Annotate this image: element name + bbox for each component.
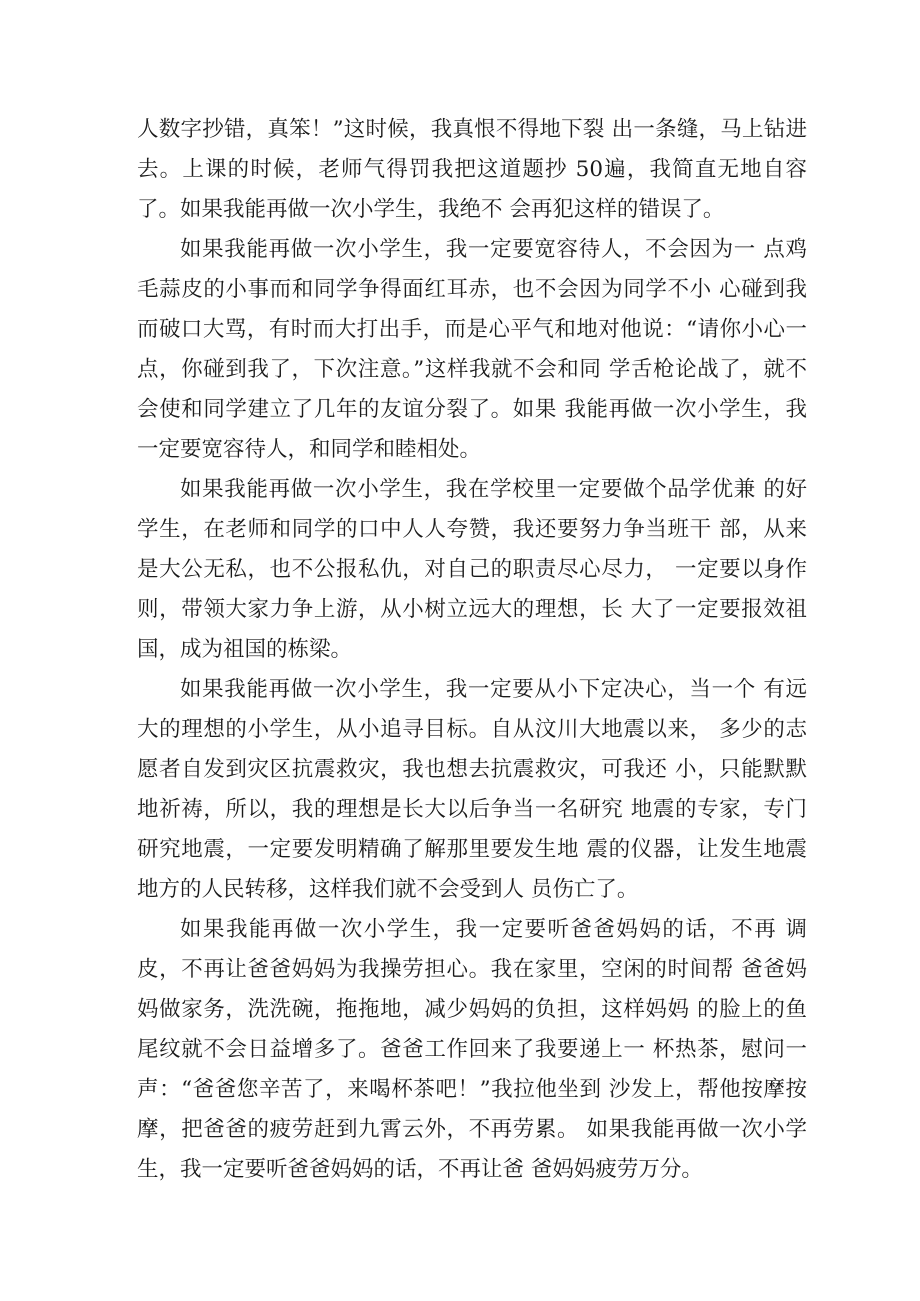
paragraph-parents: 如果我能再做一次小学生，我一定要听爸爸妈妈的话，不再 调皮，不再让爸爸妈妈为我操劳担心。我在家里，空闲的时间帮 爸爸妈妈做家务，洗洗碗，拖拖地，减少妈妈的负担，这样妈妈 的脸上的鱼尾纹就不会日益增多了。爸爸工作回来了我要递上一 杯热茶，慰问一声：“爸爸您辛苦了，来喝杯茶吧！”我拉他坐到 沙发上，帮他按摩按摩，把爸爸的疲劳赶到九霄云外，不再劳累。 如果我能再做一次小学生，我一定要听爸爸妈妈的话，不再让爸 爸妈妈疲劳万分。 — [137, 917, 807, 1182]
paragraph-tolerance: 如果我能再做一次小学生，我一定要宽容待人，不会因为一 点鸡毛蒜皮的小事而和同学争得面红耳赤，也不会因为同学不小 心碰到我而破口大骂，有时而大打出手，而是心平气和地对他说：“请你小心一点，你碰到我了，下次注意。”这样我就不会和同 学舌枪论战了，就不会使和同学建立了几年的友谊分裂了。如果 我能再做一次小学生，我一定要宽容待人，和同学和睦相处。 — [137, 237, 807, 462]
paragraph-continued: 人数字抄错，真笨！”这时候，我真恨不得地下裂 出一条缝，马上钻进去。上课的时候，老师气得罚我把这道题抄 50遍，我简直无地自容了。如果我能再做一次小学生，我绝不 会再犯这样的错误了。 — [137, 117, 807, 222]
paragraph-good-student: 如果我能再做一次小学生，我在学校里一定要做个品学优兼 的好学生，在老师和同学的口中人人夸赞，我还要努力争当班干 部，从来是大公无私，也不公报私仇，对自己的职责尽心尽力， 一定要以身作则，带领大家力争上游，从小树立远大的理想，长 大了一定要报效祖国，成为祖国的栋梁。 — [137, 477, 807, 662]
essay-text — [137, 110, 807, 1190]
paragraph-ideal: 如果我能再做一次小学生，我一定要从小下定决心，当一个 有远大的理想的小学生，从小追寻目标。自从汶川大地震以来， 多少的志愿者自发到灾区抗震救灾，我也想去抗震救灾，可我还 小，只能默默地祈祷，所以，我的理想是长大以后争当一名研究 地震的专家，专门研究地震，一定要发明精确了解那里要发生地 震的仪器，让发生地震地方的人民转移，这样我们就不会受到人 员伤亡了。 — [137, 677, 807, 902]
